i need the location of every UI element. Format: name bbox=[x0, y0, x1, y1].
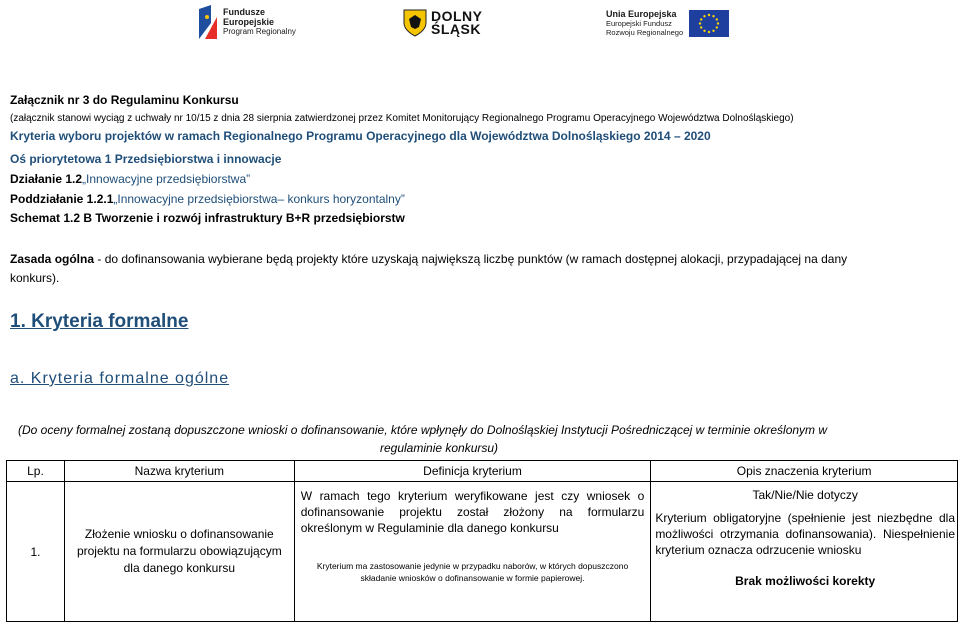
action-label: Działanie 1.2 bbox=[10, 172, 83, 186]
header-definition: Definicja kryterium bbox=[294, 461, 651, 482]
row-name: Złożenie wniosku o dofinansowanie projektu na formularzu obowiązującym dla danego konkursu bbox=[64, 482, 294, 622]
table-header-row bbox=[7, 461, 958, 482]
logo-dolny-slask bbox=[403, 9, 483, 37]
doc-subtitle: (załącznik stanowi wyciąg z uchwały nr 10/15 z dnia 28 sierpnia zatwierdzonej przez Komitet Monitorujący Regionalnego Programu Operacyjnego Województwa Dolnośląskiego) bbox=[10, 113, 794, 124]
ds-line-2: ŚLĄSK bbox=[431, 21, 481, 37]
criteria-title: Kryteria wyboru projektów w ramach Regionalnego Programu Operacyjnego dla Województwa Dolnośląskiego 2014 – 2020 bbox=[10, 129, 711, 143]
header-meaning: Opis znaczenia kryterium bbox=[651, 461, 958, 482]
general-rule-text: - do dofinansowania wybierane będą projekty które uzyskają największą liczbę punktów (w ramach dostępnej alokacji, przypadającej na dany bbox=[94, 252, 848, 266]
header-logos bbox=[0, 0, 959, 52]
criteria-table bbox=[6, 460, 958, 622]
ue-line-3: Rozwoju Regionalnego bbox=[606, 28, 684, 37]
logo-unia-europejska bbox=[606, 9, 729, 37]
subaction-name: „Innowacyjne przedsiębiorstwa– konkurs horyzontalny” bbox=[113, 192, 405, 206]
row-lp: 1. bbox=[7, 482, 65, 622]
header-lp: Lp. bbox=[7, 461, 65, 482]
doc-title: Załącznik nr 3 do Regulaminu Konkursu bbox=[10, 93, 239, 107]
row-meaning-foot: Brak możliwości korekty bbox=[735, 574, 876, 588]
fe-line-1: Fundusze bbox=[223, 7, 265, 17]
ue-line-1: Unia Europejska bbox=[606, 9, 677, 19]
row-meaning-cell bbox=[651, 482, 958, 622]
fundusze-europejskie-emblem-icon bbox=[197, 3, 219, 41]
scheme-line: Schemat 1.2 B Tworzenie i rozwój infrastruktury B+R przedsiębiorstw bbox=[10, 211, 405, 225]
priority-axis: Oś priorytetowa 1 Przedsiębiorstwa i innowacje bbox=[10, 152, 282, 166]
row-definition-cell bbox=[294, 482, 651, 622]
action-name: „Innowacyjne przedsiębiorstwa” bbox=[82, 172, 251, 186]
general-rule-label: Zasada ogólna bbox=[10, 252, 95, 266]
action-line bbox=[10, 172, 250, 186]
fe-line-3: Program Regionalny bbox=[223, 27, 296, 36]
row-definition: W ramach tego kryterium weryfikowane jest czy wniosek o dofinansowanie projektu został złożony na formularzu określonym w Regulaminie dla danego konkursu bbox=[300, 489, 645, 535]
subaction-line bbox=[10, 192, 405, 206]
fe-line-2: Europejskie bbox=[223, 17, 275, 27]
dolny-slask-shield-icon bbox=[403, 9, 427, 37]
ds-line-1: DOLNY bbox=[431, 8, 483, 24]
table-row bbox=[7, 482, 958, 622]
ue-line-2: Europejski Fundusz bbox=[606, 19, 672, 28]
row-definition-note: Kryterium ma zastosowanie jedynie w przypadku naborów, w których dopuszczono składanie wniosków o dofinansowanie w formie papierowej. bbox=[316, 561, 629, 583]
eu-flag-icon bbox=[689, 10, 729, 37]
row-meaning-head: Tak/Nie/Nie dotyczy bbox=[752, 488, 858, 502]
header-name: Nazwa kryterium bbox=[64, 461, 294, 482]
general-rule-text-2: konkurs). bbox=[10, 271, 60, 285]
subaction-label: Poddziałanie 1.2.1 bbox=[10, 192, 114, 206]
section-formal-criteria: 1. Kryteria formalne bbox=[10, 311, 189, 332]
row-meaning-text: Kryterium obligatoryjne (spełnienie jest niezbędne dla możliwości otrzymania dofinansowania). Niespełnienie kryterium oznacza odrzucenie wniosku bbox=[655, 511, 955, 557]
note-line-1: (Do oceny formalnej zostaną dopuszczone wnioski o dofinansowanie, które wpłynęły do Dolnośląskiej Instytucji Pośredniczącej w terminie określonym w bbox=[18, 423, 828, 437]
section-formal-general: a. Kryteria formalne ogólne bbox=[10, 370, 230, 387]
note-line-2: regulaminie konkursu) bbox=[380, 441, 499, 455]
general-rule bbox=[10, 252, 847, 266]
logo-fundusze-europejskie bbox=[197, 3, 296, 41]
